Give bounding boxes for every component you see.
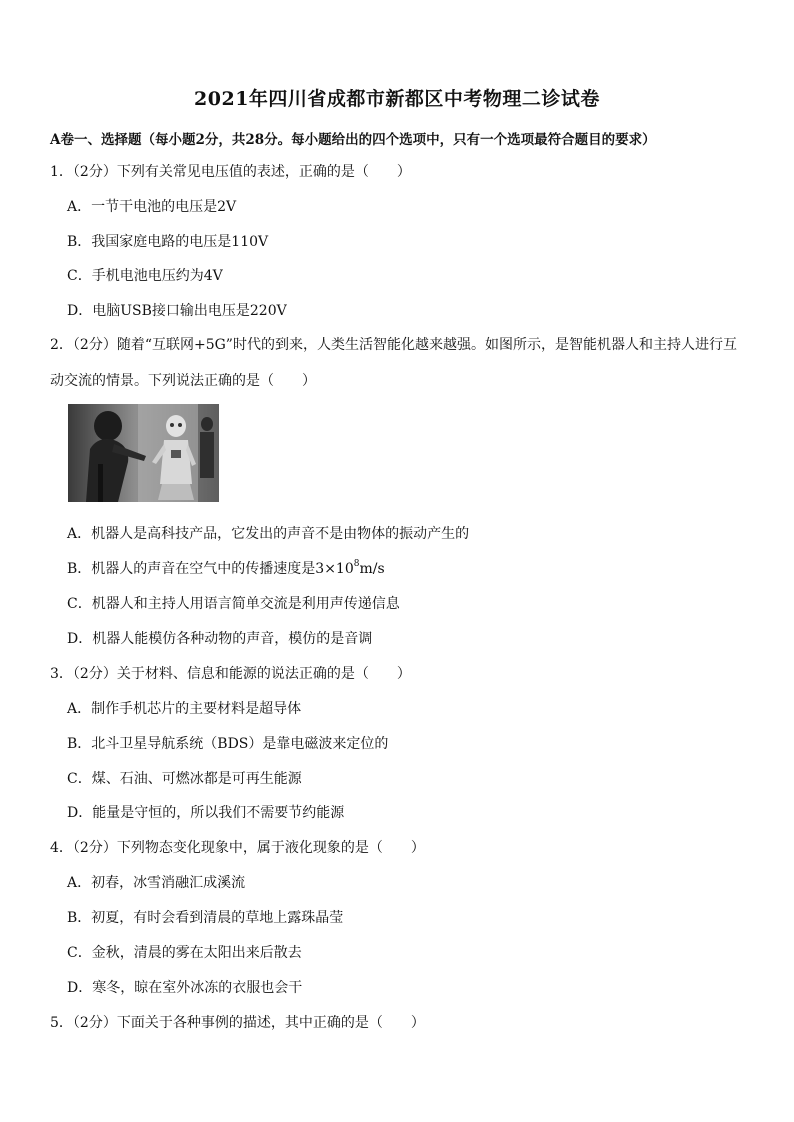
robot-host-photo	[68, 404, 219, 502]
question-2-option-b-text: B．机器人的声音在空气中的传播速度是3×10	[67, 561, 354, 577]
question-2-option-a: A．机器人是高科技产品，它发出的声音不是由物体的振动产生的	[67, 526, 470, 542]
question-3-option-c: C．煤、石油、可燃冰都是可再生能源	[67, 771, 302, 787]
question-3-option-a: A．制作手机芯片的主要材料是超导体	[67, 701, 302, 717]
question-2-option-b-unit: m/s	[359, 561, 385, 577]
question-1-stem: 1．（2分）下列有关常见电压值的表述，正确的是（ ）	[50, 164, 411, 180]
question-4-option-d: D．寒冬，晾在室外冰冻的衣服也会干	[67, 980, 303, 996]
question-2-option-b	[67, 558, 385, 578]
question-2-option-b-exponent: 8	[353, 559, 360, 569]
question-1-option-a: A．一节干电池的电压是2V	[67, 199, 237, 215]
question-4-option-b: B．初夏，有时会看到清晨的草地上露珠晶莹	[67, 910, 344, 926]
question-2-stem: 2．（2分）随着“互联网+5G”时代的到来，人类生活智能化越来越强。如图所示，是智能机器人和主持人进行互动交流的情景。下列说法正确的是（ ）	[50, 337, 737, 389]
question-5-stem: 5．（2分）下面关于各种事例的描述，其中正确的是（ ）	[50, 1015, 425, 1031]
question-3-option-d: D．能量是守恒的，所以我们不需要节约能源	[67, 805, 345, 821]
question-4-stem: 4．（2分）下列物态变化现象中，属于液化现象的是（ ）	[50, 840, 425, 856]
question-1-option-c: C．手机电池电压约为4V	[67, 268, 223, 284]
question-1-option-b: B．我国家庭电路的电压是110V	[67, 234, 269, 250]
question-3-stem: 3．（2分）关于材料、信息和能源的说法正确的是（ ）	[50, 666, 411, 682]
exam-title: 2021年四川省成都市新都区中考物理二诊试卷	[194, 88, 600, 110]
question-2-option-d: D．机器人能模仿各种动物的声音，模仿的是音调	[67, 631, 373, 647]
question-2-option-c: C．机器人和主持人用语言简单交流是利用声传递信息	[67, 596, 400, 612]
section-heading: A卷一、选择题（每小题2分，共28分。每小题给出的四个选项中，只有一个选项最符合题目的要求）	[50, 132, 656, 148]
question-4-option-a: A．初春，冰雪消融汇成溪流	[67, 875, 246, 891]
question-4-option-c: C．金秋，清晨的雾在太阳出来后散去	[67, 945, 302, 961]
question-1-option-d: D．电脑USB接口输出电压是220V	[67, 303, 287, 319]
question-3-option-b: B．北斗卫星导航系统（BDS）是靠电磁波来定位的	[67, 736, 389, 752]
